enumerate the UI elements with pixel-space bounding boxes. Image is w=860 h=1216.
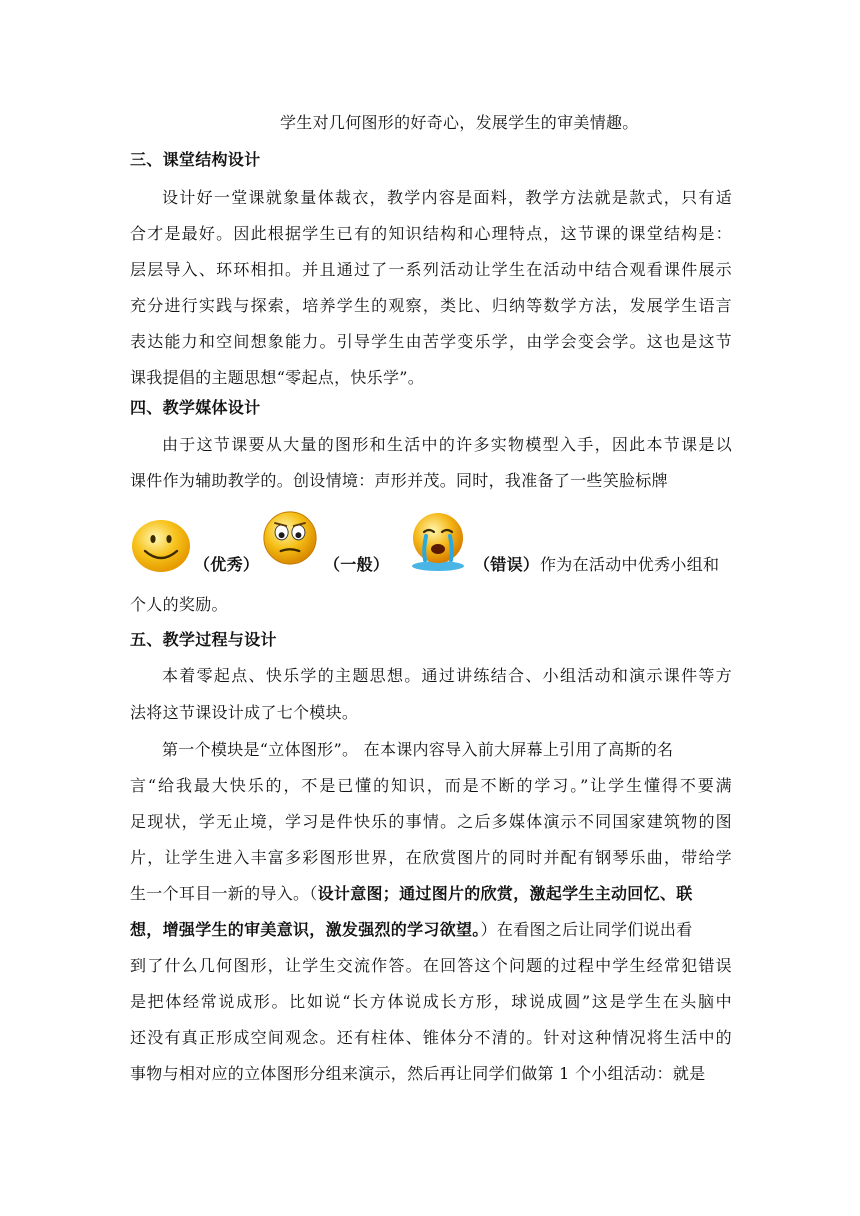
text-line: 足现状，学无止境，学习是件快乐的事情。之后多媒体演示不同国家建筑物的图 — [130, 812, 732, 831]
text-line: 设计好一堂课就象量体裁衣，教学内容是面料，教学方法就是款式，只有适 — [162, 188, 732, 207]
section-heading-5: 五、教学过程与设计 — [130, 630, 277, 649]
text-line: 第一个模块是“立体图形”。 在本课内容导入前大屏幕上引用了高斯的名 — [162, 740, 674, 759]
text-line: 到了什么几何图形，让学生交流作答。在回答这个问题的过程中学生经常犯错误 — [130, 956, 732, 975]
design-intent-text: 想，增强学生的审美意识，激发强烈的学习欲望。 — [130, 920, 481, 939]
happy-face-icon — [131, 515, 191, 575]
text-line: 由于这节课要从大量的图形和生活中的许多实物模型入手，因此本节课是以 — [162, 435, 732, 454]
face-label-excellent: （优秀） — [194, 555, 260, 574]
face-label-wrong: （错误） — [474, 555, 540, 574]
text-line: 课我提倡的主题思想“零起点，快乐学”。 — [130, 368, 425, 387]
text-line: 课件作为辅助教学的。创设情境：声形并茂。同时，我准备了一些笑脸标牌 — [130, 471, 668, 490]
text-line: 合才是最好。因此根据学生已有的知识结构和心理特点，这节课的课堂结构是： — [130, 224, 732, 243]
section-heading-4: 四、教学媒体设计 — [130, 398, 261, 417]
text-line: 言“给我最大快乐的，不是已懂的知识，而是不断的学习。”让学生懂得不要满 — [130, 776, 732, 795]
text-line: 还没有真正形成空间观念。还有柱体、锥体分不清的。针对这种情况将生活中的 — [130, 1028, 732, 1047]
section-heading-3: 三、课堂结构设计 — [130, 150, 261, 169]
text-line: 事物与相对应的立体图形分组来演示，然后再让同学们做第 1 个小组活动：就是 — [130, 1064, 706, 1083]
crying-face-icon — [407, 510, 469, 572]
text-line: 个人的奖励。 — [130, 595, 228, 614]
text-line: 层层导入、环环相扣。并且通过了一系列活动让学生在活动中结合观看课件展示 — [130, 260, 732, 279]
text-line-mixed — [130, 918, 732, 942]
text-line: 学生对几何图形的好奇心，发展学生的审美情趣。 — [280, 113, 639, 132]
text-line: 表达能力和空间想象能力。引导学生由苦学变乐学，由学会变会学。这也是这节 — [130, 332, 732, 351]
text-line: 片，让学生进入丰富多彩图形世界，在欣赏图片的同时并配有钢琴乐曲，带给学 — [130, 848, 732, 867]
text-line: 法将这节课设计成了七个模块。 — [130, 703, 359, 722]
text-line: 充分进行实践与探索，培养学生的观察，类比、归纳等数学方法，发展学生语言 — [130, 296, 732, 315]
text-span: 生一个耳目一新的导入。（ — [130, 884, 318, 903]
text-line: 是把体经常说成形。比如说“长方体说成长方形，球说成圆”这是学生在头脑中 — [130, 992, 732, 1011]
neutral-face-icon — [262, 510, 318, 566]
design-intent-text: 设计意图；通过图片的欣赏，激起学生主动回忆、联 — [317, 884, 693, 903]
text-line-mixed — [130, 882, 732, 906]
text-line: 本着零起点、快乐学的主题思想。通过讲练结合、小组活动和演示课件等方 — [162, 666, 732, 685]
text-line: 作为在活动中优秀小组和 — [540, 555, 720, 574]
face-label-average: （一般） — [324, 555, 390, 574]
text-span: ）在看图之后让同学们说出看 — [480, 920, 693, 939]
